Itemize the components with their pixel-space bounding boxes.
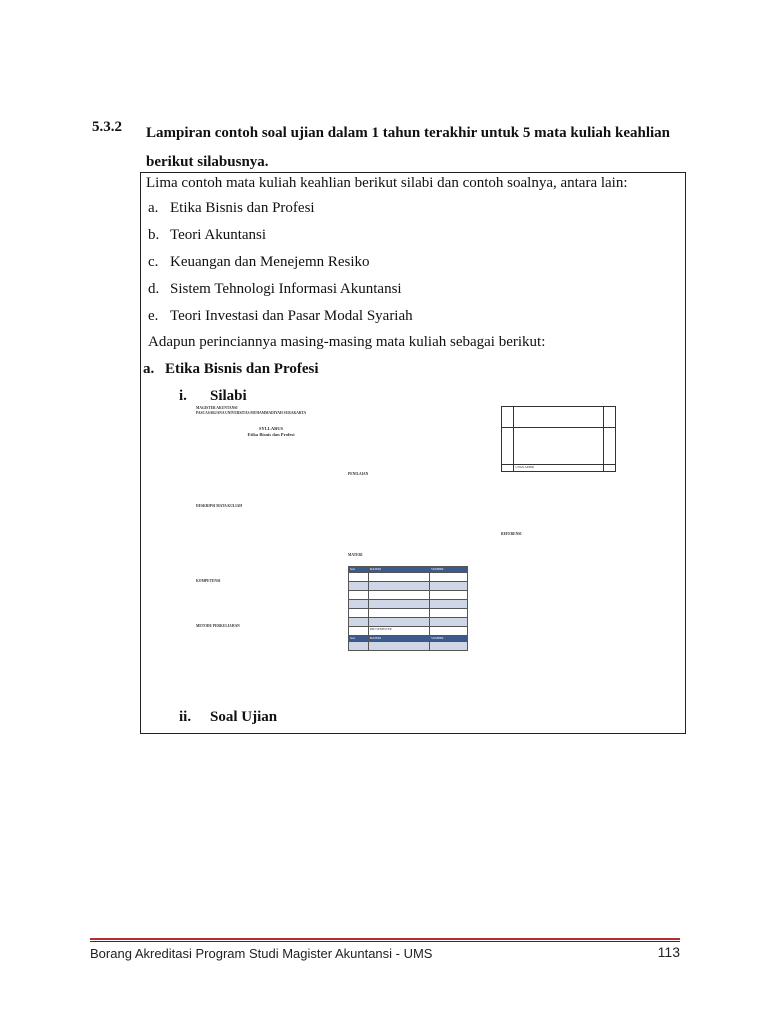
list-item: c. Keuangan dan Menejemn Resiko: [148, 254, 370, 270]
list-item: d. Sistem Tehnologi Informasi Akuntansi: [148, 281, 402, 297]
list-item: e. Teori Investasi dan Pasar Modal Syariah: [148, 308, 413, 324]
syllabus-thumbnail: [196, 406, 656, 702]
detail-intro: Adapun perinciannya masing-masing mata kuliah sebagai berikut:: [148, 334, 546, 350]
section-number: 5.3.2: [92, 119, 122, 135]
syllabus-column-3: UJIAN AKHIR REFERENSI: [501, 406, 656, 537]
list-item: b. Teori Akuntansi: [148, 227, 267, 243]
page-number: 113: [657, 944, 680, 960]
materi-table-continued: UJIAN AKHIR: [501, 406, 616, 472]
footer-divider: [90, 938, 680, 940]
subheading-soal-ujian: ii. Soal Ujian: [179, 709, 278, 725]
syllabus-column-2: PENILAIAN MATERI Sesi MATERI SUMBER MID SEMESTER Sesi MATERI SUMBER: [348, 406, 498, 651]
subheading-a: a. Etika Bisnis dan Profesi: [143, 361, 319, 377]
list-item: a. Etika Bisnis dan Profesi: [148, 200, 315, 216]
course-list: [148, 200, 413, 335]
section-title: Lampiran contoh soal ujian dalam 1 tahun terakhir untuk 5 mata kuliah keahlian berikut silabusnya.: [146, 125, 671, 170]
syllabus-column-1: MAGISTER AKUNTANSI PASCASARJANA UNIVERSITAS MUHAMMADIYAH SURAKARTA SYLLABUS Etika Bisnis dan Profesi DESKRIPSI MATA KULIAH KOMPETENSI METODE PERKULIAHAN: [196, 406, 307, 628]
footer-divider-thin: [90, 941, 680, 942]
materi-table: Sesi MATERI SUMBER MID SEMESTER Sesi MATERI SUMBER: [348, 566, 468, 651]
subheading-silabi: i. Silabi: [179, 388, 247, 404]
footer-text: Borang Akreditasi Program Studi Magister Akuntansi - UMS: [90, 946, 433, 961]
intro-text: Lima contoh mata kuliah keahlian berikut silabi dan contoh soalnya, antara lain:: [146, 175, 628, 191]
